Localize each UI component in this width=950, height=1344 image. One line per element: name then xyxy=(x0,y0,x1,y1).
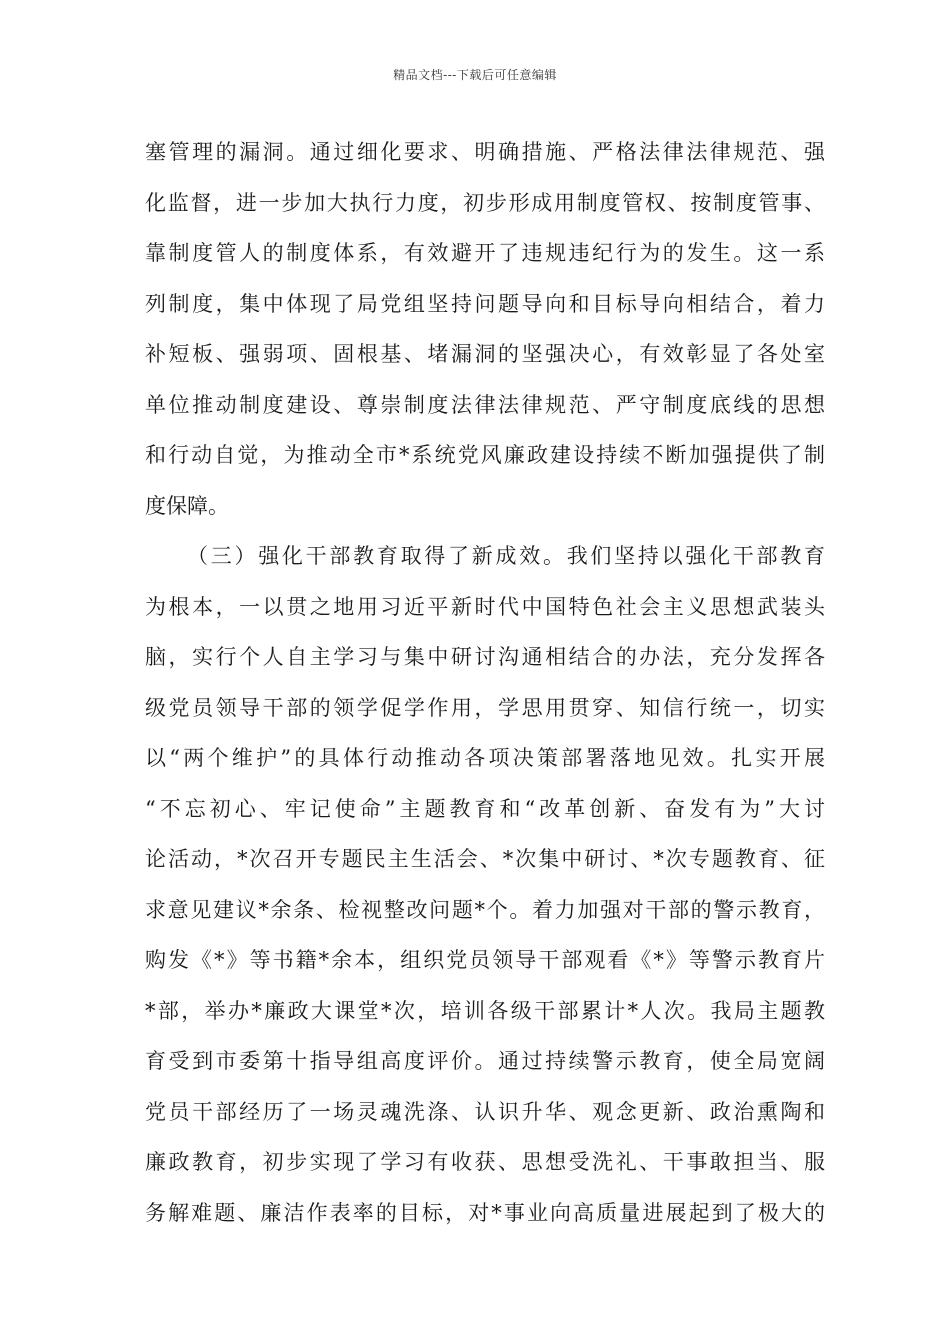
document-body xyxy=(145,127,825,1238)
text-line: 廉政教育，初步实现了学习有收获、思想受洗礼、干事敢担当、服 xyxy=(145,1150,825,1174)
paragraph-1 xyxy=(145,127,825,531)
text-line: 以“两个维护”的具体行动推动各项决策部署落地见效。扎实开展 xyxy=(145,746,825,770)
section-heading-line: （三）强化干部教育取得了新成效。我们坚持以强化干部教育 xyxy=(187,544,825,568)
text-line: 列制度，集中体现了局党组坚持问题导向和目标导向相结合，着力 xyxy=(145,291,825,316)
text-line: 塞管理的漏洞。通过细化要求、明确措施、严格法律法律规范、强 xyxy=(145,140,825,164)
paragraph-2 xyxy=(145,531,825,1238)
text-line: 补短板、强弱项、固根基、堵漏洞的坚强决心，有效彰显了各处室 xyxy=(145,342,825,366)
text-line: 求意见建议*余条、检视整改问题*个。着力加强对干部的警示教育， xyxy=(145,897,825,922)
text-line: 靠制度管人的制度体系，有效避开了违规违纪行为的发生。这一系 xyxy=(145,241,825,265)
page-header: 精品文档---下载后可任意编辑 xyxy=(393,68,557,82)
text-line: 为根本，一以贯之地用习近平新时代中国特色社会主义思想武装头 xyxy=(145,594,825,619)
text-line: 度保障。 xyxy=(145,493,229,518)
text-line: 务解难题、廉洁作表率的目标，对*事业向高质量进展起到了极大的 xyxy=(145,1200,825,1225)
text-line: 论活动，*次召开专题民主生活会、*次集中研讨、*次专题教育、征 xyxy=(145,847,825,871)
text-line: 党员干部经历了一场灵魂洗涤、认识升华、观念更新、政治熏陶和 xyxy=(145,1099,825,1124)
text-line: 购发《*》等书籍*余本，组织党员领导干部观看《*》等警示教育片 xyxy=(145,948,825,972)
text-line: 脑，实行个人自主学习与集中研讨沟通相结合的办法，充分发挥各 xyxy=(145,645,825,669)
text-line: 和行动自觉，为推动全市*系统党风廉政建设持续不断加强提供了制 xyxy=(145,443,825,467)
text-line: 育受到市委第十指导组高度评价。通过持续警示教育，使全局宽阔 xyxy=(145,1049,825,1073)
text-line: “不忘初心、牢记使命”主题教育和“改革创新、奋发有为”大讨 xyxy=(145,796,825,821)
text-line: *部，举办*廉政大课堂*次，培训各级干部累计*人次。我局主题教 xyxy=(145,998,825,1023)
text-line: 级党员领导干部的领学促学作用，学思用贯穿、知信行统一，切实 xyxy=(145,695,825,720)
text-line: 化监督，进一步加大执行力度，初步形成用制度管权、按制度管事、 xyxy=(145,190,825,215)
text-line: 单位推动制度建设、尊崇制度法律法律规范、严守制度底线的思想 xyxy=(145,392,825,417)
